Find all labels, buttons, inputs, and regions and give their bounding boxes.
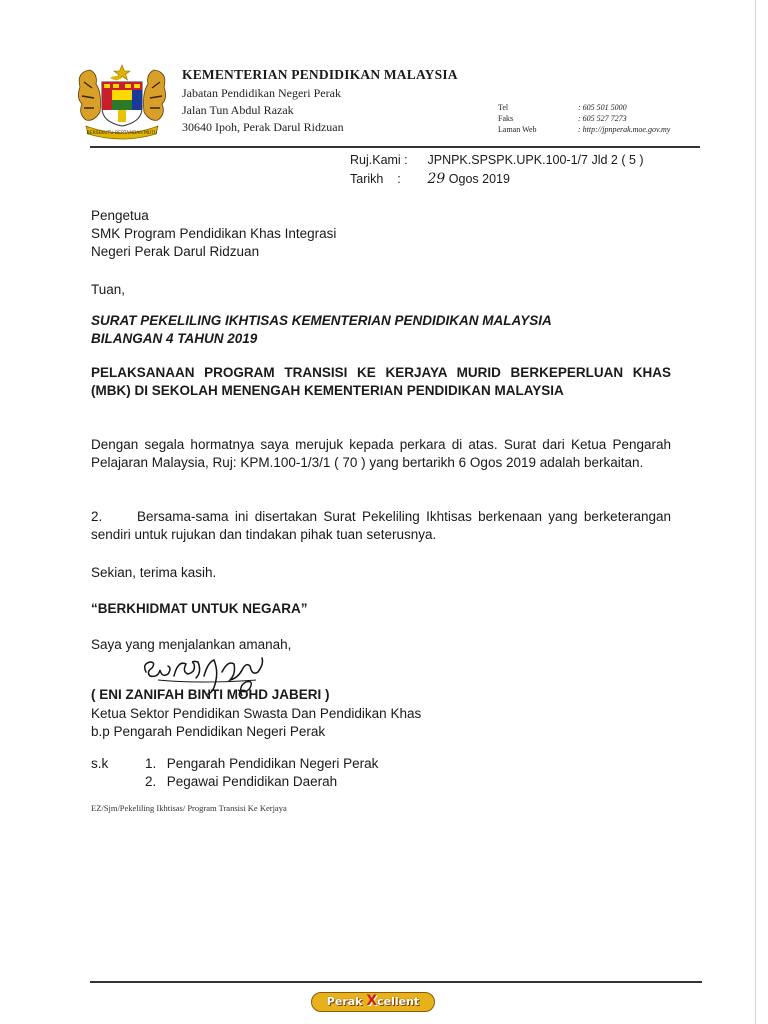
- contact-value: : http://jpnperak.moe.gov.my: [578, 125, 671, 134]
- paragraph-2-text: Bersama-sama ini disertakan Surat Pekeliling Ikhtisas berkenaan yang berketerangan sendiri untuk rujukan dan tindakan pihak tuan seterusnya.: [91, 509, 671, 542]
- copy-to-text: Pengarah Pendidikan Negeri Perak: [166, 756, 379, 771]
- contact-block: [498, 102, 670, 135]
- salutation: Tuan,: [91, 282, 126, 297]
- date-colon: :: [397, 172, 401, 186]
- addressee-line: SMK Program Pendidikan Khas Integrasi: [91, 226, 337, 241]
- address-city: 30640 Ipoh, Perak Darul Ridzuan: [182, 120, 344, 134]
- address-street: Jalan Tun Abdul Razak: [182, 103, 294, 117]
- closing-line: Sekian, terima kasih.: [91, 565, 217, 580]
- footer-divider: [90, 981, 702, 983]
- date-day-handwritten: 29: [427, 171, 446, 187]
- contact-fax: [498, 113, 670, 124]
- addressee-line: Negeri Perak Darul Ridzuan: [91, 244, 260, 259]
- page-edge: [755, 0, 756, 1024]
- file-reference: EZ/Sjm/Pekeliling Ikhtisas/ Program Transisi Ke Kerjaya: [91, 803, 287, 813]
- date-label: [350, 172, 424, 186]
- reference-label: Ruj.Kami :: [350, 153, 408, 167]
- department-name: Jabatan Pendidikan Negeri Perak: [182, 86, 341, 100]
- addressee-block: [91, 207, 671, 261]
- contact-tel: [498, 102, 670, 113]
- logo-text-pre: Perak: [326, 995, 367, 1008]
- signer-position: Ketua Sektor Pendidikan Swasta Dan Pendidikan Khas: [91, 706, 422, 721]
- date-label-text: Tarikh: [350, 172, 384, 186]
- subject-title: PELAKSANAAN PROGRAM TRANSISI KE KERJAYA MURID BERKEPERLUAN KHAS (MBK) DI SEKOLAH MENENGAH KEMENTERIAN PENDIDIKAN MALAYSIA: [91, 365, 671, 398]
- contact-label: Laman Web: [498, 125, 537, 134]
- reference-value: JPNPK.SPSPK.UPK.100-1/7 Jld 2 ( 5 ): [427, 153, 644, 167]
- copy-to-number: 2.: [145, 774, 157, 789]
- circular-heading-line2: BILANGAN 4 TAHUN 2019: [91, 331, 258, 346]
- copy-to-text: Pegawai Pendidikan Daerah: [166, 774, 338, 789]
- logo-text-x: X: [366, 993, 378, 1009]
- circular-heading: [91, 312, 671, 348]
- addressee-line: Pengetua: [91, 208, 149, 223]
- paragraph-number: 2.: [91, 509, 103, 524]
- contact-website: [498, 124, 670, 135]
- copy-to-item: [145, 755, 378, 773]
- logo-text-post: cellent: [377, 995, 420, 1008]
- circular-heading-line1: SURAT PEKELILING IKHTISAS KEMENTERIAN PENDIDIKAN MALAYSIA: [91, 313, 552, 328]
- signer-position-on-behalf: b.p Pengarah Pendidikan Negeri Perak: [91, 724, 326, 739]
- sign-off-line: Saya yang menjalankan amanah,: [91, 637, 292, 652]
- contact-value: : 605 501 5000: [578, 103, 627, 112]
- signer-name: ( ENI ZANIFAH BINTI MOHD JABERI ): [91, 687, 330, 702]
- copy-to-item: [145, 773, 337, 791]
- letter-date: [350, 171, 510, 187]
- paragraph-1: Dengan segala hormatnya saya merujuk kepada perkara di atas. Surat dari Ketua Pengarah Pelajaran Malaysia, Ruj: KPM.100-1/3/1 ( 70 ) yang bertarikh 6 Ogos 2019 adalah berkaitan.: [91, 437, 671, 470]
- perak-excellent-logo: [311, 992, 435, 1012]
- svg-text:BERSEKUTU BERTAMBAH MUTU: BERSEKUTU BERTAMBAH MUTU: [86, 131, 158, 136]
- motto: “BERKHIDMAT UNTUK NEGARA”: [91, 601, 308, 616]
- coat-of-arms-logo: [72, 62, 172, 142]
- contact-label: Faks: [498, 114, 514, 123]
- ministry-name: KEMENTERIAN PENDIDIKAN MALAYSIA: [182, 67, 458, 82]
- header-divider: [90, 146, 700, 148]
- contact-value: : 605 527 7273: [578, 114, 627, 123]
- date-month-year: Ogos 2019: [448, 172, 510, 186]
- copy-to-label: s.k: [91, 756, 109, 771]
- reference-number: [350, 153, 644, 167]
- copy-to-number: 1.: [145, 756, 157, 771]
- contact-label: Tel: [498, 103, 509, 112]
- paragraph-2: [91, 508, 671, 544]
